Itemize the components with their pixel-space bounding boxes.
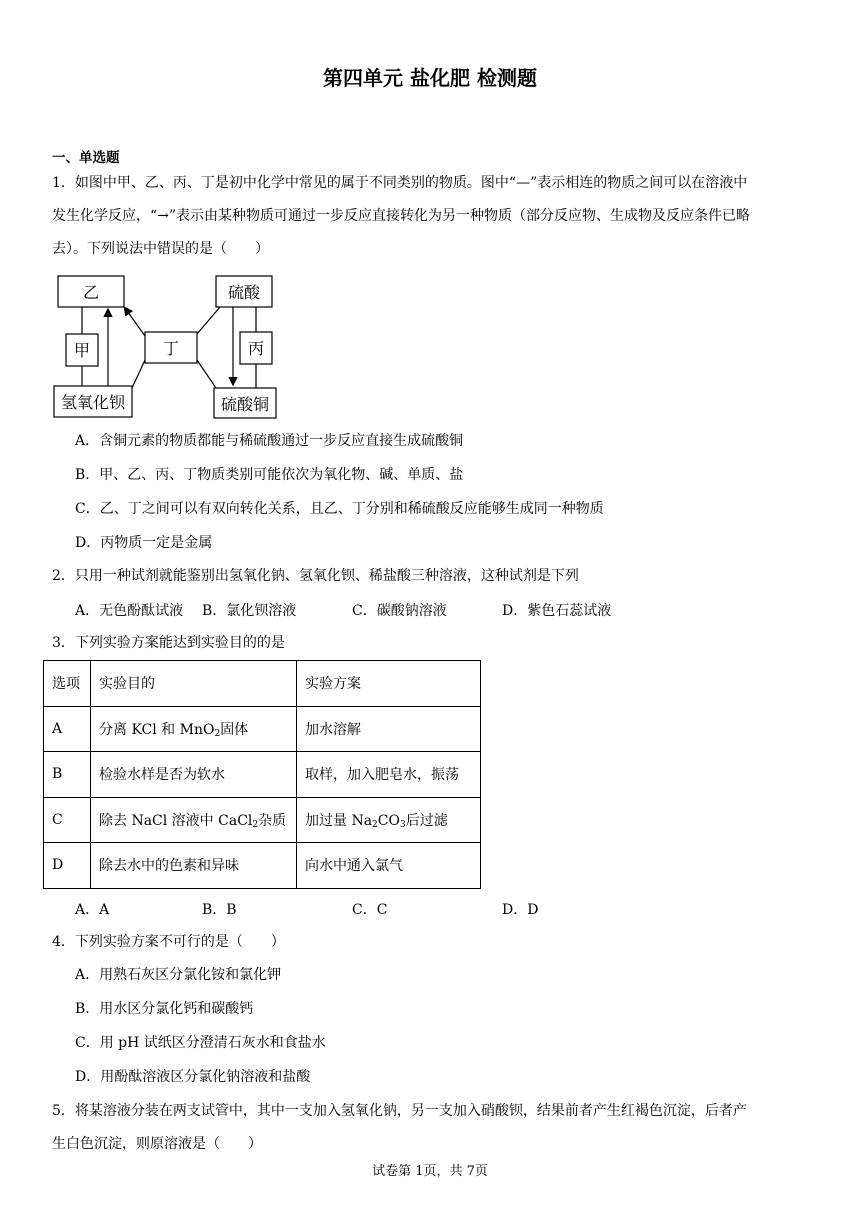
q3-options [75, 899, 775, 919]
label-qingyanghuabei: 氢氧化钡 [60, 393, 126, 412]
table-row [44, 752, 481, 798]
page-footer: 试卷第 1页，共 7页 [372, 1164, 488, 1179]
q2-option-c: C．碳酸钠溶液 [352, 603, 447, 619]
q5-stem-line-1: 5．将某溶液分装在两支试管中，其中一支加入氢氧化钠，另一支加入硝酸钡，结果前者产生红褐色沉淀，后者产 [52, 1103, 747, 1119]
q1-stem-line-3: 去）。下列说法中错误的是（ ） [52, 241, 269, 257]
arrow-ding-yi [125, 308, 145, 336]
page-title: 第四单元 盐化肥 检测题 [323, 66, 537, 90]
label-jia: 甲 [73, 341, 91, 360]
line-ding-bahydroxide [132, 360, 145, 388]
q4-option-b: B．用水区分氯化钙和碳酸钙 [75, 1001, 254, 1017]
q4-option-d: D．用酚酞溶液区分氯化钠溶液和盐酸 [75, 1069, 311, 1085]
q2-option-d: D．紫色石蕊试液 [502, 603, 612, 619]
cell-goal: 分离 KCl 和 MnO$_2$固体 [91, 706, 297, 752]
header-plan: 实验方案 [297, 661, 481, 707]
experiment-table [43, 660, 481, 889]
q2-stem: 2．只用一种试剂就能鉴别出氢氧化钠、氢氧化钡、稀盐酸三种溶液，这种试剂是下列 [52, 568, 579, 584]
table-row [44, 706, 481, 752]
q1-stem-line-2: 发生化学反应，“→”表示由某种物质可通过一步反应直接转化为另一种物质（部分反应物、生成物及反应条件已略 [52, 208, 751, 224]
cell-goal: 检验水样是否为软水 [91, 752, 297, 798]
section-heading: 一、单选题 [52, 150, 120, 166]
table-header-row [44, 661, 481, 707]
q4-option-c: C．用 pH 试纸区分澄清石灰水和食盐水 [75, 1035, 326, 1051]
q3-option-c: C．C [352, 902, 388, 918]
table-row [44, 843, 481, 889]
q3-option-d: D．D [502, 902, 539, 918]
q3-option-a: A．A [75, 902, 110, 918]
cell-plan: 加过量 $Na_2CO_3$后过滤 [297, 797, 481, 843]
q1-option-a: A．含铜元素的物质都能与稀硫酸通过一步反应直接生成硫酸铜 [75, 433, 464, 449]
cell-plan: 加水溶解 [297, 706, 481, 752]
cell-option: D [44, 843, 91, 889]
header-goal: 实验目的 [91, 661, 297, 707]
cell-option: A [44, 706, 91, 752]
q1-stem-line-1: 1．如图中甲、乙、丙、丁是初中化学中常见的属于不同类别的物质。图中“—”表示相连的物质之间可以在溶液中 [52, 175, 748, 191]
q2-option-b: B．氯化钡溶液 [202, 603, 297, 619]
line-ding-liusuantong [197, 360, 216, 388]
q2-option-a: A．无色酚酞试液 [75, 603, 184, 619]
cell-plan: 向水中通入氯气 [297, 843, 481, 889]
label-yi: 乙 [82, 283, 100, 302]
q2-options [75, 600, 775, 620]
label-ding: 丁 [162, 339, 180, 358]
line-ding-liusuan [197, 307, 220, 334]
q1-option-d: D．丙物质一定是金属 [75, 535, 213, 551]
q3-option-b: B．B [202, 902, 237, 918]
label-bing: 丙 [247, 339, 265, 358]
reaction-diagram [50, 272, 290, 422]
header-option: 选项 [44, 661, 91, 707]
cell-plan: 取样，加入肥皂水，振荡 [297, 752, 481, 798]
table-row [44, 797, 481, 843]
cell-option: B [44, 752, 91, 798]
q4-option-a: A．用熟石灰区分氯化铵和氯化钾 [75, 967, 282, 983]
q1-option-b: B．甲、乙、丙、丁物质类别可能依次为氧化物、碱、单质、盐 [75, 467, 464, 483]
q1-option-c: C．乙、丁之间可以有双向转化关系，且乙、丁分别和稀硫酸反应能够生成同一种物质 [75, 501, 604, 517]
q3-stem: 3．下列实验方案能达到实验目的的是 [52, 635, 285, 651]
label-liusuantong: 硫酸铜 [220, 395, 270, 414]
q5-stem-line-2: 生白色沉淀，则原溶液是（ ） [52, 1136, 262, 1152]
cell-option: C [44, 797, 91, 843]
cell-goal: 除去水中的色素和异味 [91, 843, 297, 889]
cell-goal: 除去 NaCl 溶液中 CaCl$_2$杂质 [91, 797, 297, 843]
q4-stem: 4．下列实验方案不可行的是（ ） [52, 934, 285, 950]
label-liusuan: 硫酸 [227, 283, 261, 302]
